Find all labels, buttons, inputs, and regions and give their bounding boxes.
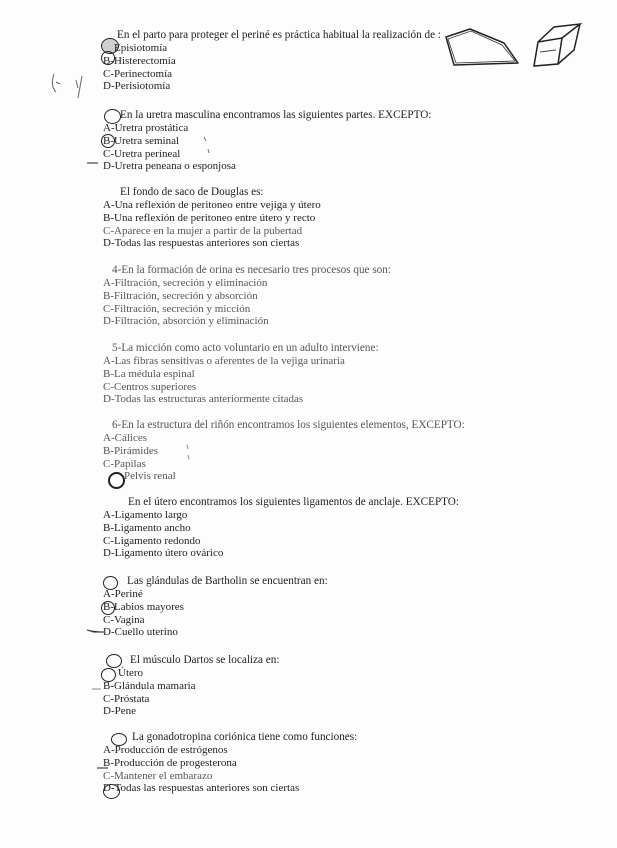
question-2-option-d: D-Uretra peneana o esponjosa — [103, 160, 236, 173]
question-9-text: El músculo Dartos se localiza en: — [130, 654, 280, 666]
answer-circle-q1-option-a — [101, 51, 115, 65]
question-7-option-a: A-Ligamento largo — [103, 509, 188, 521]
pentagon-sketch — [440, 25, 520, 70]
question-7-option-b: B-Ligamento ancho — [103, 521, 191, 534]
question-10-text: La gonadotropina coriónica tiene como funciones: — [132, 731, 358, 743]
question-8-option-c: C-Vagina — [103, 613, 145, 626]
margin-dash — [86, 160, 100, 166]
cube-sketch — [528, 22, 586, 70]
margin-scribble — [48, 72, 98, 104]
question-10-option-a: A-Producción de estrógenos — [103, 744, 228, 756]
question-5-option-b: B-La médula espinal — [103, 367, 195, 380]
answer-circle-q8 — [103, 576, 118, 590]
question-2-option-c: C-Uretra perineal — [103, 147, 181, 160]
question-6-text: 6-En la estructura del riñón encontramos los siguientes elementos, EXCEPTO: — [112, 419, 465, 431]
question-5 — [100, 342, 500, 406]
question-8-text: Las glándulas de Bartholin se encuentran en: — [127, 575, 328, 587]
question-8-option-d: D-Cuello uterino — [103, 626, 178, 639]
question-2-option-a: A-Uretra prostática — [103, 122, 189, 134]
question-1-option-c: C-Perinectomía — [103, 67, 173, 80]
question-9-option-c: C-Próstata — [103, 692, 150, 705]
stray-mark — [183, 443, 193, 463]
question-6-option-b: B-Pirámides — [103, 444, 158, 457]
question-3-option-a: A-Una reflexión de peritoneo entre vejiga y útero — [103, 199, 321, 211]
answer-circle-q2-option-b — [101, 134, 115, 148]
question-4-option-c: C-Filtración, secreción y micción — [103, 302, 251, 315]
question-10-option-d: D-Todas las respuestas anteriores son ciertas — [103, 782, 300, 795]
stray-mark — [200, 135, 214, 159]
margin-dash — [86, 628, 106, 636]
question-10-option-c: C-Mantener el embarazo — [103, 769, 213, 782]
question-7-option-c: C-Ligamento redondo — [103, 534, 201, 547]
question-3-option-c: C-Aparece en la mujer a partir de la pubertad — [103, 224, 303, 237]
question-8 — [100, 575, 500, 639]
answer-circle-q10 — [111, 733, 127, 746]
question-4-option-a: A-Filtración, secreción y eliminación — [103, 277, 268, 289]
answer-circle-q2 — [104, 109, 121, 124]
margin-dash — [96, 765, 110, 771]
question-7-text: En el útero encontramos los siguientes ligamentos de anclaje. EXCEPTO: — [128, 496, 459, 508]
question-4-option-b: B-Filtración, secreción y absorción — [103, 289, 258, 302]
answer-circle-q8-option-b — [101, 601, 115, 615]
question-3-text: El fondo de saco de Douglas es: — [120, 186, 264, 198]
margin-dash — [90, 686, 104, 692]
question-8-option-b: B-Labios mayores — [103, 600, 184, 613]
answer-circle-q9-option-a — [101, 668, 116, 682]
question-4-text: 4-En la formación de orina es necesario tres procesos que son: — [112, 264, 391, 276]
question-7-option-d: D-Ligamento útero ovárico — [103, 547, 224, 560]
question-6-option-d: Pelvis renal — [124, 470, 176, 483]
question-6 — [100, 419, 500, 483]
question-1-option-d: D-Perisiotomía — [103, 80, 171, 93]
question-2 — [100, 109, 500, 173]
question-7 — [100, 496, 500, 560]
question-5-option-d: D-Todas las estructuras anteriormente citadas — [103, 393, 304, 406]
answer-circle-q9 — [106, 654, 122, 668]
question-5-option-a: A-Las fibras sensitivas o aferentes de la vejiga urinaria — [103, 355, 345, 367]
question-9-option-a: Útero — [118, 667, 144, 679]
question-6-option-c: C-Papilas — [103, 457, 146, 470]
question-3-option-d: D-Todas las respuestas anteriores son ciertas — [103, 237, 300, 250]
answer-circle-q10-option-d — [103, 784, 120, 799]
question-10-option-b: B-Producción de progesterona — [103, 756, 237, 769]
answer-circle-q6-option-d — [108, 472, 125, 489]
question-6-option-a: A-Cálices — [103, 432, 147, 444]
question-9-option-d: D-Pene — [103, 705, 136, 718]
question-1-option-b: B-Histerectomía — [103, 54, 176, 67]
question-3 — [100, 186, 500, 250]
question-9 — [100, 654, 500, 718]
question-5-text: 5-La micción como acto voluntario en un adulto interviene: — [112, 342, 379, 354]
question-4-option-d: D-Filtración, absorción y eliminación — [103, 315, 269, 328]
question-1-option-a: Episiotomía — [114, 42, 168, 54]
question-2-text: En la uretra masculina encontramos las siguientes partes. EXCEPTO: — [120, 109, 432, 121]
question-2-option-b: B-Uretra seminal — [103, 134, 180, 147]
question-1-text: En el parto para proteger el periné es práctica habitual la realización de : — [117, 29, 441, 41]
question-3-option-b: B-Una reflexión de peritoneo entre útero y recto — [103, 211, 316, 224]
question-5-option-c: C-Centros superiores — [103, 380, 197, 393]
question-10 — [100, 731, 500, 795]
question-8-option-a: A-Periné — [103, 588, 143, 600]
question-4 — [100, 264, 500, 328]
question-9-option-b: B-Glándula mamaria — [103, 679, 196, 692]
